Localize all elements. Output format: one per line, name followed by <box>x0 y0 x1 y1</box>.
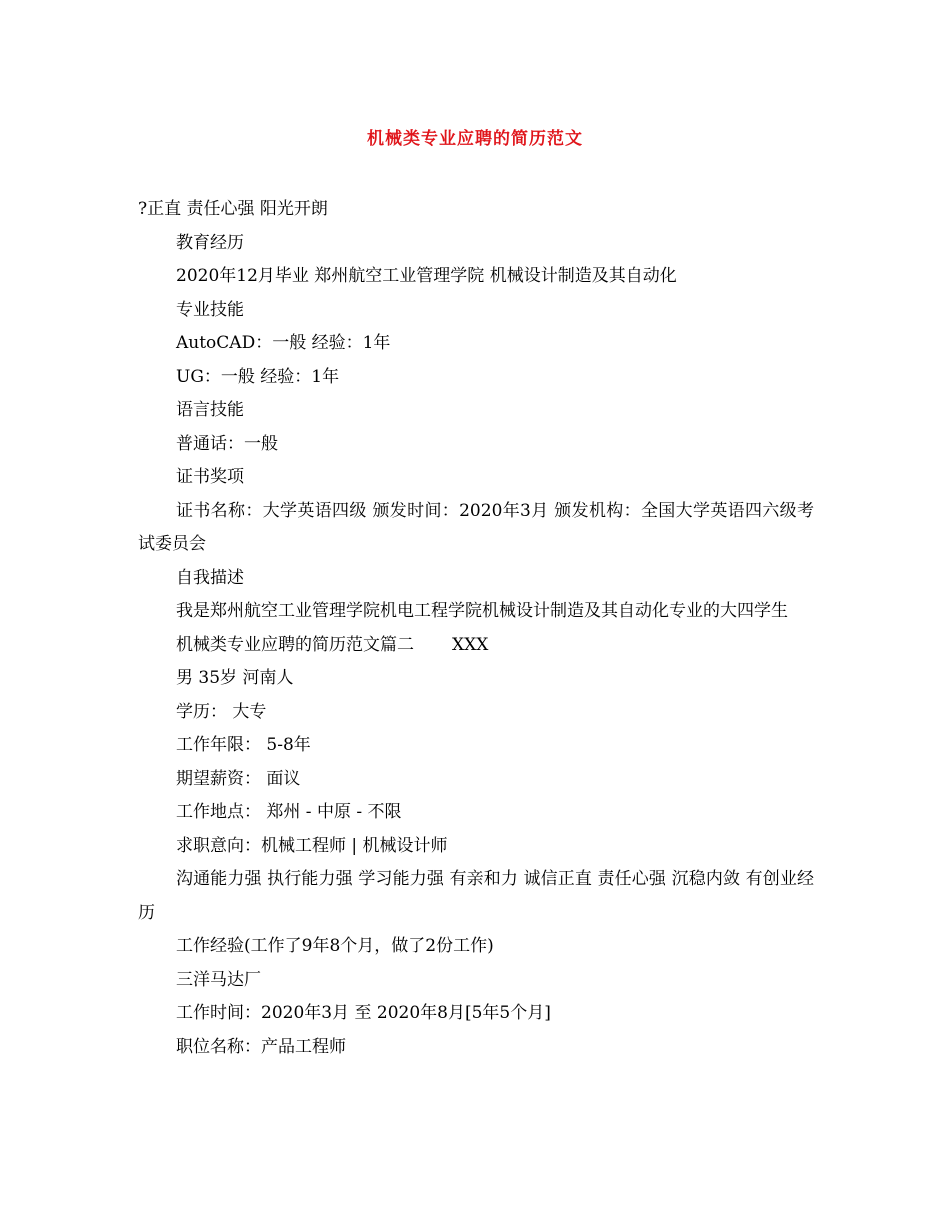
resume-body <box>138 193 814 1064</box>
education-detail: 2020年12月毕业 郑州航空工业管理学院 机械设计制造及其自动化 <box>176 266 677 286</box>
education-level: 学历： 大专 <box>176 701 267 722</box>
job-intention: 求职意向：机械工程师 | 机械设计师 <box>176 835 448 856</box>
self-description-heading: 自我描述 <box>176 567 244 588</box>
work-experience-heading: 工作经验(工作了9年8个月，做了2份工作) <box>176 936 494 956</box>
employer-name: 三洋马达厂 <box>176 969 261 990</box>
skill-autocad: AutoCAD：一般 经验：1年 <box>176 333 391 353</box>
certificates-heading: 证书奖项 <box>176 467 244 487</box>
work-years: 工作年限： 5-8年 <box>176 735 311 755</box>
job-title: 职位名称：产品工程师 <box>176 1036 346 1057</box>
second-sample-heading <box>138 629 814 663</box>
work-period: 工作时间：2020年3月 至 2020年8月[5年5个月] <box>176 1003 551 1023</box>
skills-heading: 专业技能 <box>176 299 244 320</box>
candidate-name: XXX <box>452 634 489 655</box>
traits-line: ?正直 责任心强 阳光开朗 <box>138 199 328 219</box>
language-mandarin: 普通话：一般 <box>176 433 278 454</box>
expected-salary: 期望薪资： 面议 <box>176 768 301 789</box>
skill-ug: UG：一般 经验：1年 <box>176 366 340 387</box>
language-heading: 语言技能 <box>176 400 244 420</box>
education-heading: 教育经历 <box>176 232 244 253</box>
certificate-detail: 证书名称：大学英语四级 颁发时间：2020年3月 颁发机构：全国大学英语四六级考试委员会 <box>138 500 814 554</box>
personal-info: 男 35岁 河南人 <box>176 668 294 688</box>
self-description-text: 我是郑州航空工业管理学院机电工程学院机械设计制造及其自动化专业的大四学生 <box>176 601 788 621</box>
document-title: 机械类专业应聘的简历范文 <box>367 129 583 149</box>
abilities-text: 沟通能力强 执行能力强 学习能力强 有亲和力 诚信正直 责任心强 沉稳内敛 有创业经历 <box>138 869 814 923</box>
work-location: 工作地点： 郑州 - 中原 - 不限 <box>176 802 402 822</box>
second-sample-title: 机械类专业应聘的简历范文篇二 <box>176 634 414 655</box>
